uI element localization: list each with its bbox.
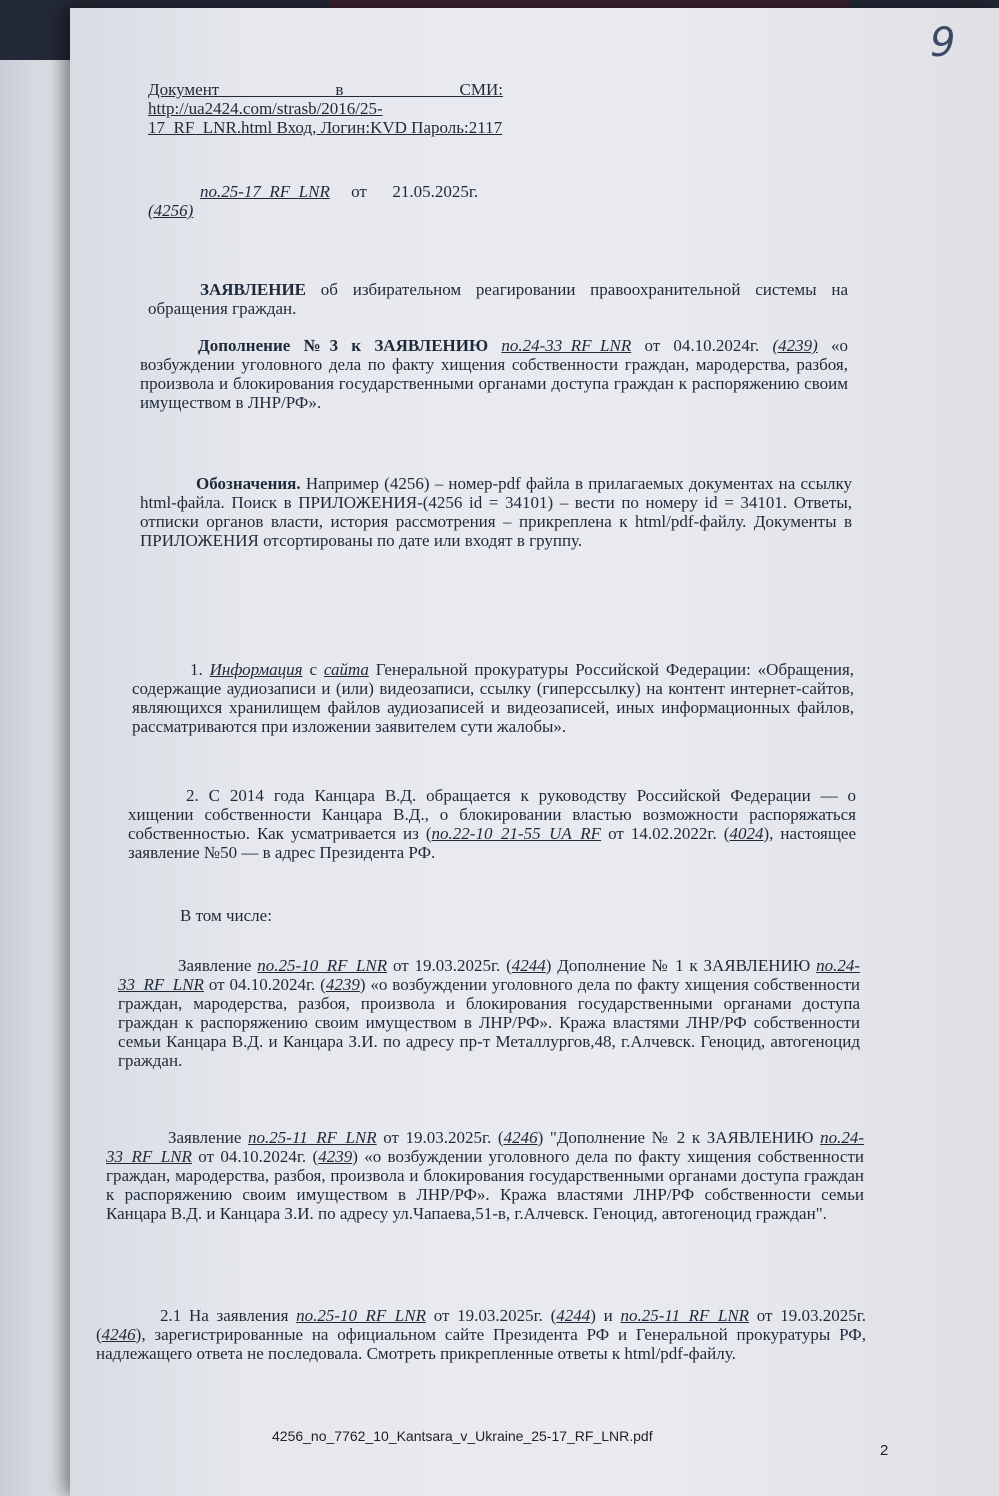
handwritten-page-mark: 9 <box>930 20 956 66</box>
statement-title-rest: об избирательном реагировании правоохранительной системы на обращения граждан. <box>148 280 848 318</box>
paragraph-2-1 <box>96 1306 866 1363</box>
s2-ref1-link[interactable]: по.25-11_RF_LNR <box>248 1128 377 1147</box>
statement-title-bold: ЗАЯВЛЕНИЕ <box>200 280 307 299</box>
addendum-ref-link[interactable]: по.24-33_RF_LNR <box>501 336 632 355</box>
s1-c: ) Дополнение № 1 к ЗАЯВЛЕНИЮ <box>545 956 817 975</box>
header-ref-id[interactable]: по.25-17_RF_LNR <box>200 182 330 201</box>
s21-d: от 19.03.2025г. ( <box>96 1306 867 1344</box>
header-reference <box>148 182 498 220</box>
s21-c: ) и <box>590 1306 621 1325</box>
s1-ref2-link[interactable]: по.24-33_RF_LNR <box>118 956 860 994</box>
p1-text: Генеральной прокуратуры Российской Федерации: «Обращения, содержащие аудиозаписи и (или) видеозаписи, ссылку (гиперссылку) на контент интернет-сайтов, являющихся хранилищем файлов аудиозаписей и видеозаписей, иных информационных файлов, рассматриваются при изложении заявителем сути жалобы». <box>132 660 855 736</box>
s21-a: 2.1 На заявления <box>160 1306 297 1325</box>
document-sheet <box>70 8 999 1496</box>
p2-num-link[interactable]: 4024 <box>729 824 764 843</box>
s1-a: Заявление <box>178 956 258 975</box>
addendum-num-link[interactable]: (4239) <box>772 336 818 355</box>
header-media-link[interactable]: Документ в СМИ: http://ua2424.com/strasb/2016/25-17_RF_LNR.html Вход, Логин:KVD Пароль:2117 <box>148 80 503 137</box>
s1-num2-link[interactable]: 4239 <box>325 975 360 994</box>
paragraph-1 <box>132 660 854 736</box>
page-number: 2 <box>880 1442 889 1459</box>
addendum-paragraph <box>140 336 848 412</box>
p2-text-2: от 14.02.2022г. ( <box>601 824 730 843</box>
addendum-date: от 04.10.2024г. <box>644 336 760 355</box>
p1-mid: с <box>309 660 317 679</box>
s1-d: от 04.10.2024г. ( <box>203 975 326 994</box>
in-total-label: В том числе: <box>180 906 272 925</box>
header-ref-date: 21.05.2025г. <box>392 182 479 201</box>
s2-num1-link[interactable]: 4246 <box>503 1128 538 1147</box>
statement-1-paragraph <box>118 956 860 1070</box>
addendum-text: «о возбуждении уголовного дела по факту хищения собственности граждан, мародерства, разбоя, произвола и блокирования государственными органами доступа граждан к распоряжению своим имуществом в ЛНР/РФ». <box>140 336 849 412</box>
p2-text-1: 2. С 2014 года Канцара В.Д. обращается к руководству Российской Федерации — о хищении собственности Канцара В.Д., о блокировании властью возможности распоряжаться собственностью. Как усматривается из ( <box>128 786 856 843</box>
s2-c: ) "Дополнение № 2 к ЗАЯВЛЕНИЮ <box>537 1128 821 1147</box>
p2-ref-link[interactable]: по.22-10_21-55_UA_RF <box>431 824 602 843</box>
s2-ref2-link[interactable]: по.24-33_RF_LNR <box>106 1128 864 1166</box>
notation-bold: Обозначения. <box>196 474 301 493</box>
s21-e: ), зарегистрированные на официальном сайте Президента РФ и Генеральной прокуратуры РФ, надлежащего ответа не последовала. Смотреть прикрепленные ответы к html/pdf-файлу. <box>96 1325 866 1363</box>
statement-2-paragraph <box>106 1128 864 1223</box>
s1-e: ) «о возбуждении уголовного дела по факту хищения собственности граждан, мародерства, разбоя, произвола и блокирования государственными органами доступа граждан к распоряжению своим имуществом в ЛНР/РФ». Кража властями ЛНР/РФ собственности семьи Канцара В.Д. и Канцара З.И. по адресу пр-т Металлургов,48, г.Алчевск. Геноцид, автогеноцид граждан. <box>118 975 861 1070</box>
s21-num2-link[interactable]: 4246 <box>101 1325 136 1344</box>
p1-number: 1. <box>190 660 203 679</box>
s2-d: от 04.10.2024г. ( <box>191 1147 319 1166</box>
s2-b: от 19.03.2025г. ( <box>376 1128 504 1147</box>
s1-ref1-link[interactable]: по.25-10_RF_LNR <box>257 956 388 975</box>
footer-filename: 4256_no_7762_10_Kantsara_v_Ukraine_25-17_RF_LNR.pdf <box>272 1428 653 1444</box>
s21-ref2-link[interactable]: по.25-11_RF_LNR <box>620 1306 750 1325</box>
header-ref-num[interactable]: (4256) <box>148 201 194 220</box>
underlying-page-edge <box>0 60 70 1496</box>
s1-b: от 19.03.2025г. ( <box>387 956 512 975</box>
notation-text: Например (4256) – номер-pdf файла в прилагаемых документах на ссылку html-файла. Поиск в ПРИЛОЖЕНИЯ-(4256 id = 34101) – вести по номеру id = 34101. Ответы, отписки органов власти, история рассмотрения – прикреплена к html/pdf-файлу. Документы в ПРИЛОЖЕНИЯ отсортированы по дате или входят в группу. <box>140 474 852 550</box>
p1-site-link[interactable]: сайта <box>323 660 369 679</box>
p1-information-link[interactable]: Информация <box>209 660 303 679</box>
paragraph-2 <box>128 786 856 862</box>
header-ref-from: от <box>351 182 367 201</box>
s21-b: от 19.03.2025г. ( <box>425 1306 557 1325</box>
notation-paragraph <box>140 474 852 550</box>
p2-text-3: ), настоящее заявление №50 — в адрес Президента РФ. <box>128 824 857 862</box>
s21-num1-link[interactable]: 4244 <box>556 1306 591 1325</box>
addendum-bold: Дополнение №3 к ЗАЯВЛЕНИЮ <box>198 336 489 355</box>
statement-title <box>148 280 848 318</box>
s1-num1-link[interactable]: 4244 <box>511 956 546 975</box>
s2-a: Заявление <box>168 1128 249 1147</box>
s2-num2-link[interactable]: 4239 <box>318 1147 353 1166</box>
s2-e: ) «о возбуждении уголовного дела по факту хищения собственности граждан, мародерства, разбоя, произвола и блокирования государственными органами доступа граждан к распоряжению своим имуществом в ЛНР/РФ». Кража властями ЛНР/РФ собственности семьи Канцара В.Д. и Канцара З.И. по адресу ул.Чапаева,51-в, г.Алчевск. Геноцид, автогеноцид граждан". <box>106 1147 865 1223</box>
s21-ref1-link[interactable]: по.25-10_RF_LNR <box>296 1306 426 1325</box>
